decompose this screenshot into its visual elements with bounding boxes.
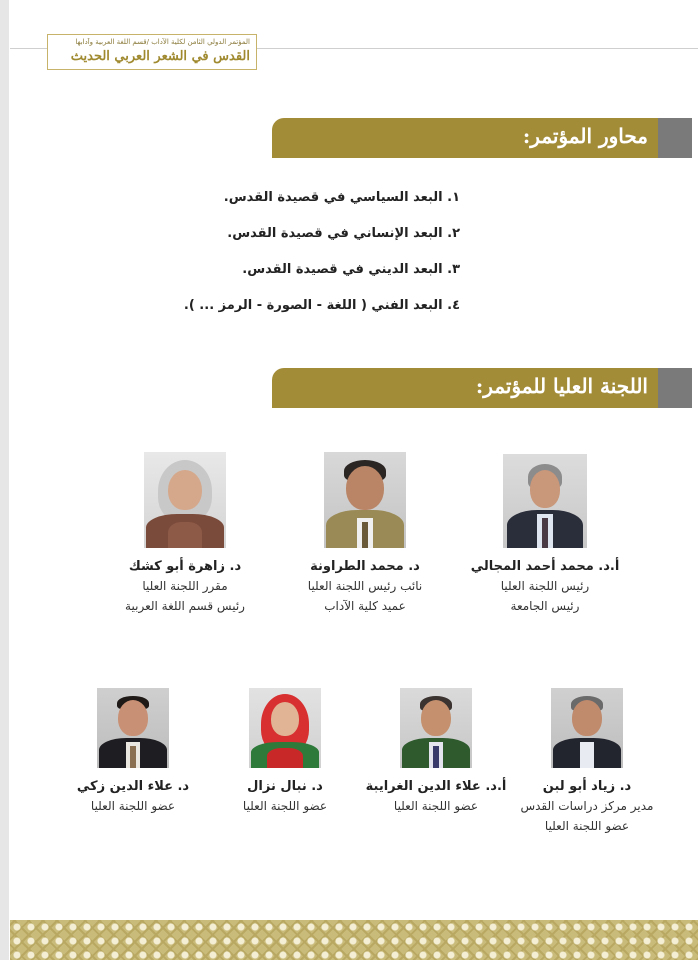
conference-title: القدس في الشعر العربي الحديث (70, 49, 250, 64)
member-card (100, 452, 270, 616)
member-photo (249, 688, 321, 768)
member-photo (503, 454, 587, 548)
member-name: أ.د. علاء الدين الغرايبة (365, 779, 507, 794)
committee-heading-band (272, 368, 692, 408)
member-name: د. نبال نزال (247, 779, 323, 794)
member-role: رئيس اللجنة العليا (500, 579, 590, 593)
conference-subtitle: المؤتمر الدولي الثامن لكلية الآداب /قسم اللغة العربية وآدابها (75, 38, 250, 46)
member-role: عضو اللجنة العليا (544, 819, 630, 833)
axis-item: ١. البعد السياسي في قصيدة القدس. (223, 190, 460, 205)
member-photo (400, 688, 472, 768)
member-name: د. علاء الدين زكي (76, 779, 190, 794)
committee-heading: اللجنة العليا للمؤتمر: (475, 374, 648, 398)
decorative-footer-pattern (10, 920, 698, 960)
member-card (58, 688, 208, 816)
member-photo (551, 688, 623, 768)
member-role: عميد كلية الآداب (324, 599, 406, 613)
member-name: د. زياد أبو لبن (542, 779, 632, 794)
member-card (460, 454, 630, 616)
member-name: د. محمد الطراونة (310, 559, 420, 574)
member-card (512, 688, 662, 836)
member-role: رئيس الجامعة (510, 599, 580, 613)
axes-list (160, 180, 460, 324)
member-name: د. زاهرة أبو كشك (128, 559, 242, 574)
conference-header (47, 34, 257, 70)
member-photo (324, 452, 406, 548)
member-role: عضو اللجنة العليا (393, 799, 479, 813)
member-name: أ.د. محمد أحمد المجالي (470, 559, 620, 574)
axis-item: ٤. البعد الفني ( اللغة - الصورة - الرمز ... ). (183, 298, 460, 313)
member-role: رئيس قسم اللغة العربية (125, 599, 245, 613)
axes-heading: محاور المؤتمر: (522, 124, 648, 148)
member-card (210, 688, 360, 816)
axis-item: ٢. البعد الإنساني في قصيدة القدس. (227, 226, 460, 241)
member-role: عضو اللجنة العليا (90, 799, 176, 813)
member-photo (144, 452, 226, 548)
member-card (280, 452, 450, 616)
member-role: مقرر اللجنة العليا (142, 579, 228, 593)
member-photo (97, 688, 169, 768)
page-edge-strip (0, 0, 9, 960)
axes-heading-band (272, 118, 692, 158)
member-role: عضو اللجنة العليا (242, 799, 328, 813)
member-card (361, 688, 511, 816)
member-role: مدير مركز دراسات القدس (520, 799, 654, 813)
member-role: نائب رئيس اللجنة العليا (307, 579, 423, 593)
axis-item: ٣. البعد الديني في قصيدة القدس. (242, 262, 460, 277)
